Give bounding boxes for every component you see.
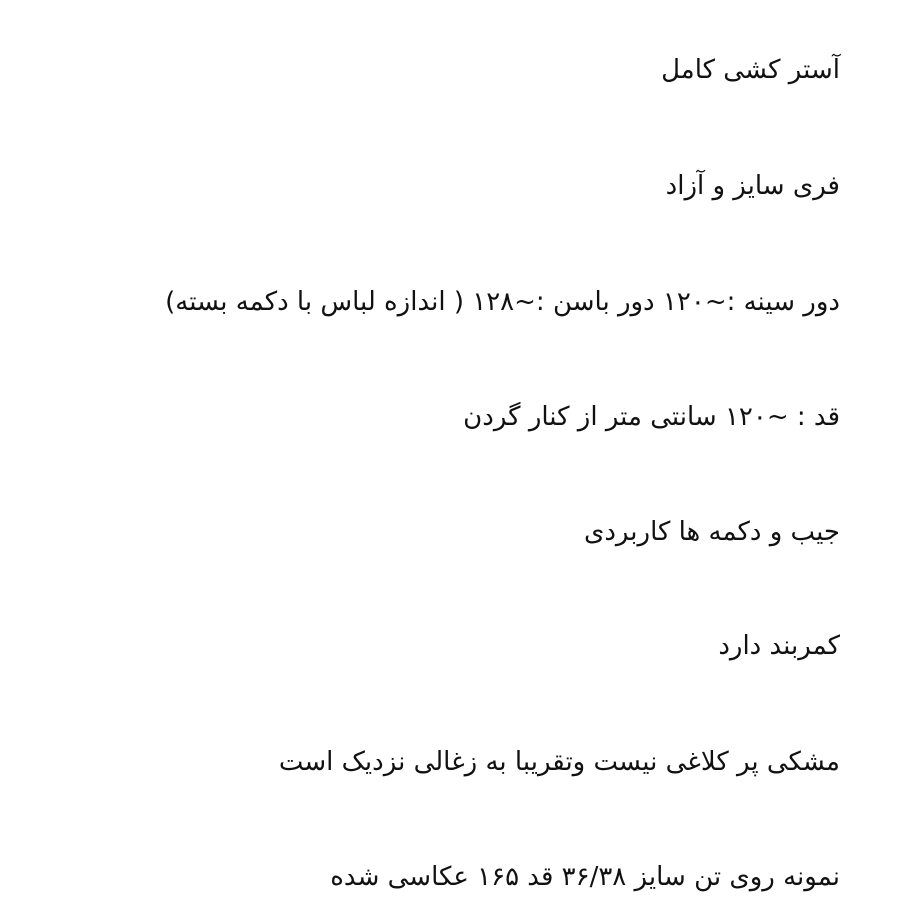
- description-line-measurements: دور سینه :~۱۲۰ دور باسن :~۱۲۸ ( اندازه لباس با دکمه بسته): [165, 287, 840, 317]
- description-line-color: مشکی پر کلاغی نیست وتقریبا به زغالی نزدیک است: [278, 747, 840, 777]
- description-line-belt: کمربند دارد: [718, 631, 840, 661]
- description-line-pockets-buttons: جیب و دکمه ها کاربردی: [584, 517, 840, 547]
- description-line-model: نمونه روی تن سایز ۳۶/۳۸ قد ۱۶۵ عکاسی شده: [330, 862, 840, 892]
- description-line-lining: آستر کشی کامل: [661, 55, 840, 85]
- description-line-length: قد : ~۱۲۰ سانتی متر از کنار گردن: [463, 402, 840, 432]
- description-line-size: فری سایز و آزاد: [665, 171, 840, 201]
